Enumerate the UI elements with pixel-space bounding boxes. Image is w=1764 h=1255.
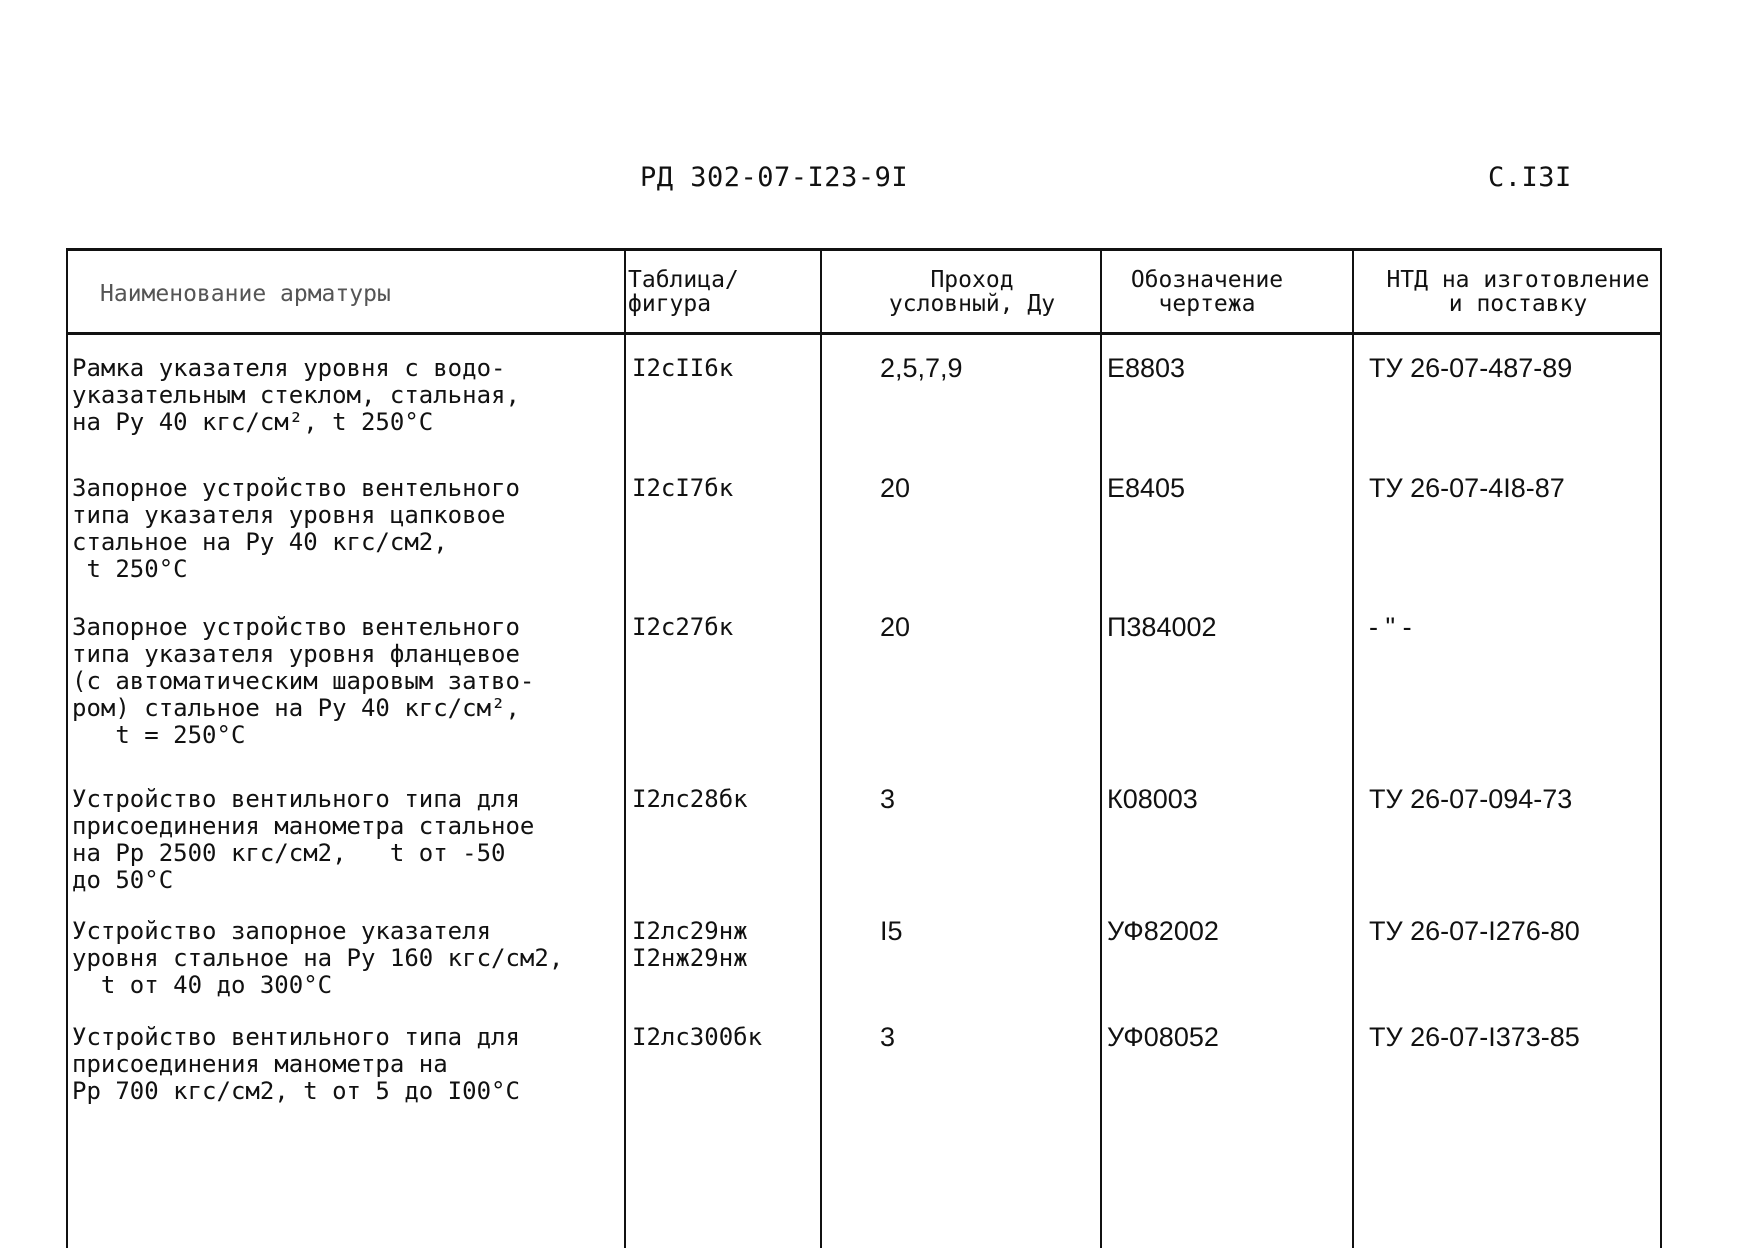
document-code: РД 302-07-I23-9I [640,162,909,193]
cell-figure: I2с27бк [632,613,734,641]
column-header-nominal-pass: Проход условный, Ду [888,267,1056,317]
column-divider-left-edge [66,248,68,1248]
column-header-drawing: Обозначение чертежа [1130,267,1284,317]
cell-name: Запорное устройство вентельного типа указателя уровня фланцевое (с автоматическим шаровым затво- ром) стальное на Ру 40 кгс/см², t = 250°С [72,613,535,749]
table-right-border [1660,248,1662,1248]
cell-name: Устройство запорное указателя уровня стальное на Ру 160 кгс/см2, t от 40 до 300°С [72,917,564,999]
cell-drawing: УФ08052 [1107,1022,1219,1052]
cell-ntd: ТУ 26-07-487-89 [1369,353,1573,383]
cell-figure: I2сI7бк [632,474,734,502]
cell-figure: I2сII6к [632,354,734,382]
cell-figure: I2лс28бк [632,785,748,813]
column-divider-2 [820,248,822,1248]
cell-drawing: Е8803 [1107,353,1186,383]
cell-name: Запорное устройство вентельного типа указателя уровня цапковое стальное на Ру 40 кгс/см2, t 250°С [72,474,520,583]
cell-name: Устройство вентильного типа для присоединения манометра стальное на Рр 2500 кгс/см2, t от -50 до 50°С [72,785,535,894]
table-top-border [66,248,1662,251]
cell-nominal-pass: 20 [880,612,911,642]
cell-drawing: К08003 [1107,784,1198,814]
column-header-ntd: НТД на изготовление и поставку [1386,267,1650,317]
cell-nominal-pass: 2,5,7,9 [880,353,963,383]
cell-ntd: ТУ 26-07-094-73 [1369,784,1573,814]
cell-ntd: - " - [1369,612,1412,642]
cell-drawing: УФ82002 [1107,916,1219,946]
cell-name: Рамка указателя уровня с водо- указательным стеклом, стальная, на Ру 40 кгс/см², t 250°С [72,354,520,436]
cell-nominal-pass: 3 [880,1022,896,1052]
cell-nominal-pass: I5 [880,916,903,946]
header-bottom-border [66,332,1662,335]
cell-ntd: ТУ 26-07-I373-85 [1369,1022,1580,1052]
cell-nominal-pass: 20 [880,473,911,503]
cell-ntd: ТУ 26-07-I276-80 [1369,916,1580,946]
cell-nominal-pass: 3 [880,784,896,814]
cell-drawing: Е8405 [1107,473,1186,503]
column-divider-1 [624,248,626,1248]
column-divider-3 [1100,248,1102,1248]
column-header-name: Наименование арматуры [100,281,391,307]
cell-figure: I2лс300бк [632,1023,763,1051]
cell-name: Устройство вентильного типа для присоединения манометра на Рр 700 кгс/см2, t от 5 до I00°С [72,1023,520,1105]
column-divider-4 [1352,248,1354,1248]
cell-figure: I2лс29нж I2нж29нж [632,917,748,972]
cell-drawing: П384002 [1107,612,1217,642]
column-header-table-figure: Таблица/ фигура [628,267,739,317]
page-number: С.I3I [1488,162,1572,193]
cell-ntd: ТУ 26-07-4I8-87 [1369,473,1565,503]
